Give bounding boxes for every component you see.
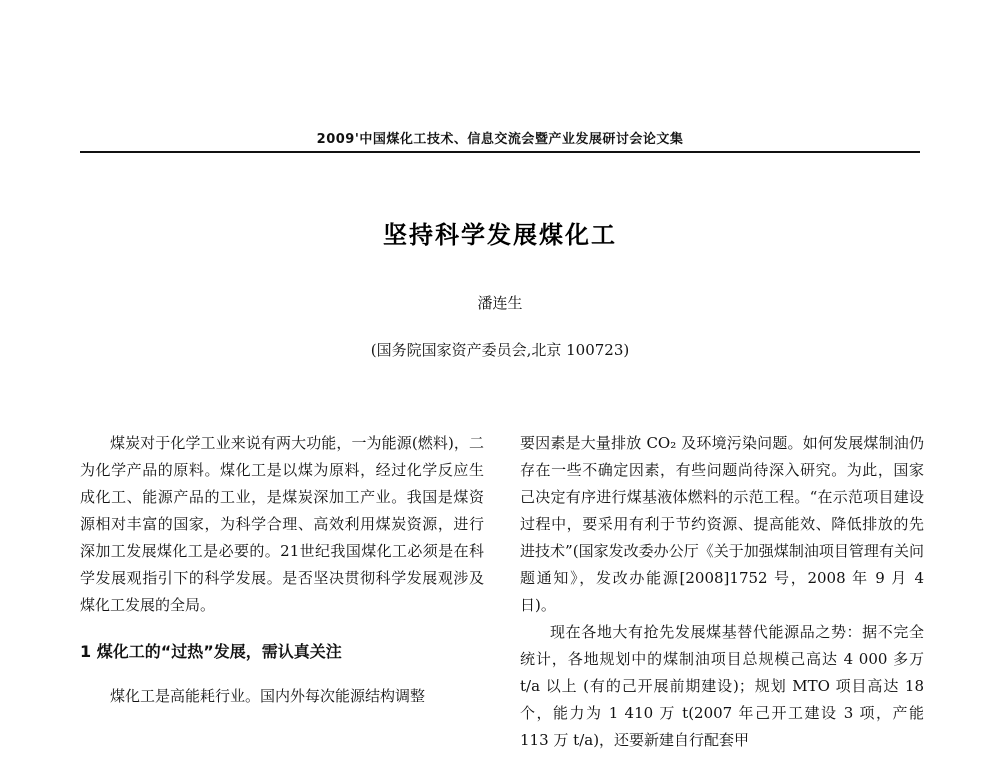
left-column <box>80 430 484 710</box>
section-1-heading: 1 煤化工的“过热”发展，需认真关注 <box>80 642 342 661</box>
author-name: 潘连生 <box>477 294 523 312</box>
body-paragraph: 现在各地大有抢先发展煤基替代能源品之势：据不完全统计，各地规划中的煤制油项目总规模己高达 4 000 多万 t/a 以上 (有的己开展前期建设)；规划 MTO 项目高达 18 个，能力为 1 410 万 t(2007 年己开工建设 3 项，产能 113 万 t/a)，还要新建自行配套甲 <box>520 623 924 749</box>
intro-paragraph: 煤炭对于化学工业来说有两大功能，一为能源(燃料)，二为化学产品的原料。煤化工是以煤为原料，经过化学反应生成化工、能源产品的工业，是煤炭深加工产业。我国是煤资源相对丰富的国家，为科学合理、高效利用煤炭资源，进行深加工发展煤化工是必要的。21世纪我国煤化工必须是在科学发展观指引下的科学发展。是否坚决贯彻科学发展观涉及煤化工发展的全局。 <box>80 434 484 614</box>
running-header: 2009'中国煤化工技术、信息交流会暨产业发展研讨会论文集 <box>316 132 684 147</box>
section-1-paragraph: 煤化工是高能耗行业。国内外每次能源结构调整 <box>110 687 426 705</box>
continued-paragraph: 要因素是大量排放 CO₂ 及环境污染问题。如何发展煤制油仍存在一些不确定因素，有些问题尚待深入研究。为此，国家己决定有序进行煤基液体燃料的示范工程。“在示范项目建设过程中，要采用有利于节约资源、提高能效、降低排放的先进技术”(国家发改委办公厅《关于加强煤制油项目管理有关问题通知》，发改办能源[2008]1752 号，2008 年 9 月 4 日)。 <box>520 434 924 614</box>
author-affiliation: (国务院国家资产委员会,北京 100723) <box>370 341 630 359</box>
header-divider <box>80 151 920 153</box>
right-column <box>520 430 924 754</box>
paper-title: 坚持科学发展煤化工 <box>383 221 617 249</box>
